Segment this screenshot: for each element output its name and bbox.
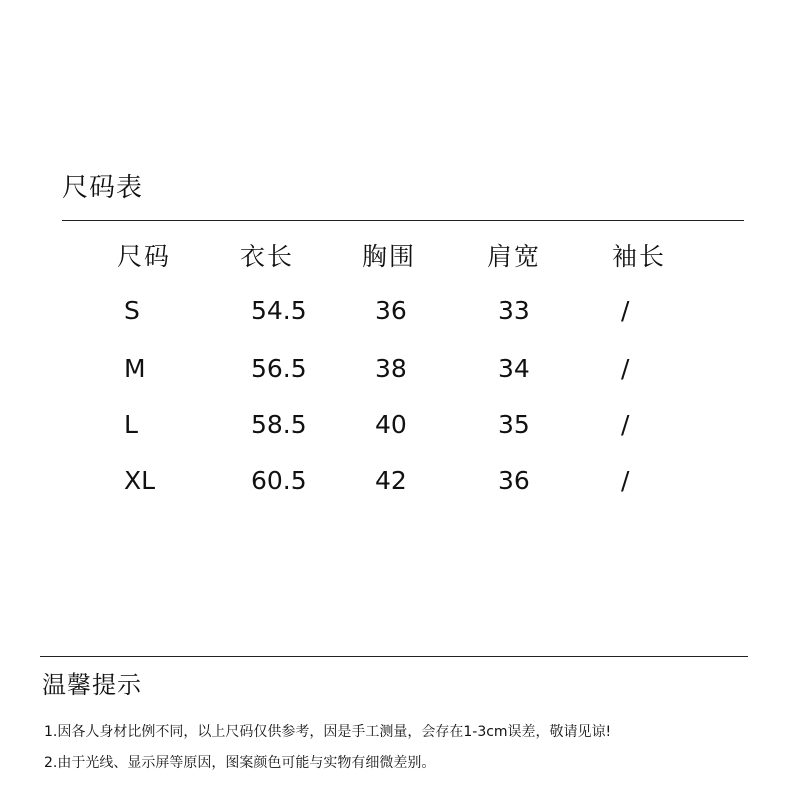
table-cell-shoulder: 35 <box>498 410 530 439</box>
table-cell-chest: 40 <box>375 410 407 439</box>
table-cell-shoulder: 33 <box>498 296 530 325</box>
header-length: 衣长 <box>240 242 295 271</box>
header-sleeve: 袖长 <box>612 242 667 271</box>
notice-line: 1.因各人身材比例不同，以上尺码仅供参考，因是手工测量，会存在1-3cm误差，敬请见谅! <box>44 724 612 740</box>
header-size: 尺码 <box>117 242 172 271</box>
table-cell-size: XL <box>124 466 156 495</box>
table-cell-size: M <box>124 354 146 383</box>
header-shoulder: 肩宽 <box>487 242 542 271</box>
table-cell-shoulder: 34 <box>498 354 530 383</box>
table-cell-sleeve: / <box>621 296 630 325</box>
table-cell-shoulder: 36 <box>498 466 530 495</box>
table-cell-chest: 38 <box>375 354 407 383</box>
table-cell-length: 54.5 <box>251 296 307 325</box>
notice-line: 2.由于光线、显示屏等原因，图案颜色可能与实物有细微差别。 <box>44 755 436 771</box>
bottom-divider <box>40 656 748 657</box>
table-cell-sleeve: / <box>621 466 630 495</box>
notice-title: 温馨提示 <box>42 671 142 699</box>
table-cell-size: L <box>124 410 138 439</box>
table-cell-chest: 36 <box>375 296 407 325</box>
header-chest: 胸围 <box>362 242 417 271</box>
table-cell-size: S <box>124 296 140 325</box>
table-cell-length: 60.5 <box>251 466 307 495</box>
table-cell-chest: 42 <box>375 466 407 495</box>
table-cell-sleeve: / <box>621 410 630 439</box>
page-title: 尺码表 <box>62 173 144 203</box>
table-cell-length: 58.5 <box>251 410 307 439</box>
table-cell-length: 56.5 <box>251 354 307 383</box>
table-cell-sleeve: / <box>621 354 630 383</box>
